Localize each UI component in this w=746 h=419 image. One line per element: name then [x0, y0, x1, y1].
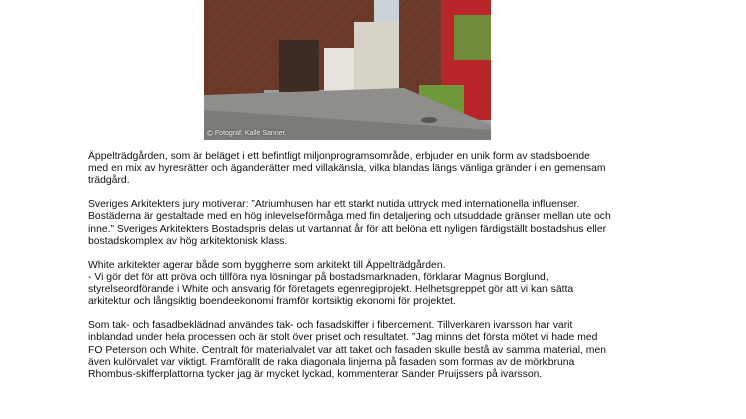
paragraph-line: med en mix av hyresrätter och äganderätter med villakänsla, vilka blandas längs vänliga gränder i en gemensam [88, 163, 606, 175]
paragraph-line: trädgård. [88, 175, 130, 187]
paragraph-line: bostadskomplex av hög arkitektonisk klass. [88, 235, 288, 247]
paragraph-line: styrelseordförande i White och ansvarig för företagets egenregiprojekt. Helhetsgreppet gör att vi kan sätta [88, 284, 574, 296]
paragraph-jury [88, 199, 685, 247]
paragraph-line: arkitektur och långsiktig boendeekonomi framför kortsiktig ekonomi för projektet. [88, 296, 456, 308]
paragraph-line: Äppelträdgården, som är beläget i ett befintligt miljonprogramsområde, erbjuder en unik form av stadsboende [88, 151, 590, 162]
paragraph-line: Som tak- och fasadbeklädnad användes tak- och fasadskiffer i fibercement. Tillverkaren ivarsson har varit [88, 320, 573, 332]
paragraph-line: - Vi gör det för att pröva och tillföra nya lösningar på bostadsmarknaden, förklarar Magnus Borglund, [88, 271, 549, 283]
paragraph-line: Bostäderna är gestaltade med en hög inlevelseförmåga med fin detaljering och utsuddade gränser mellan ute och [88, 211, 611, 223]
paragraph-intro [88, 151, 685, 187]
paragraph-line: Sveriges Arkitekters jury motiverar: ”Atriumhusen har ett starkt nutida uttryck med internationella influenser. [88, 199, 580, 211]
photo-credit-text: Fotograf: Kalle Sanner. [214, 130, 287, 137]
copyright-icon: © [207, 129, 213, 138]
paragraph-line: inne.” Sveriges Arkitekters Bostadspris delas ut vartannat år för att belöna ett nyligen färdigställt bostadshus eller [88, 223, 607, 235]
building-photo [204, 0, 491, 140]
article-body [88, 151, 685, 381]
photo-credit [207, 129, 287, 138]
photo-illustration [204, 0, 491, 140]
paragraph-material [88, 320, 685, 380]
paragraph-line: Rhombus-skifferplattorna tycker jag är mycket lyckad, kommenterar Sander Pruijssers på ivarsson. [88, 368, 543, 380]
paragraph-line: White arkitekter agerar både som byggherre som arkitekt till Äppelträdgården. [88, 259, 446, 271]
paragraph-line: inblandad under hela processen och är stolt över priset och resultatet. ”Jag minns det första mötet vi hade med [88, 332, 598, 344]
paragraph-white [88, 260, 685, 308]
paragraph-line: FO Peterson och White. Centralt för materialvalet var att taket och fasaden skulle bestå av samma material, men [88, 344, 607, 356]
paragraph-line: även kulörvalet var viktigt. Framförallt de raka diagonala linjerna på fasaden som formas av de mörkbruna [88, 356, 575, 368]
